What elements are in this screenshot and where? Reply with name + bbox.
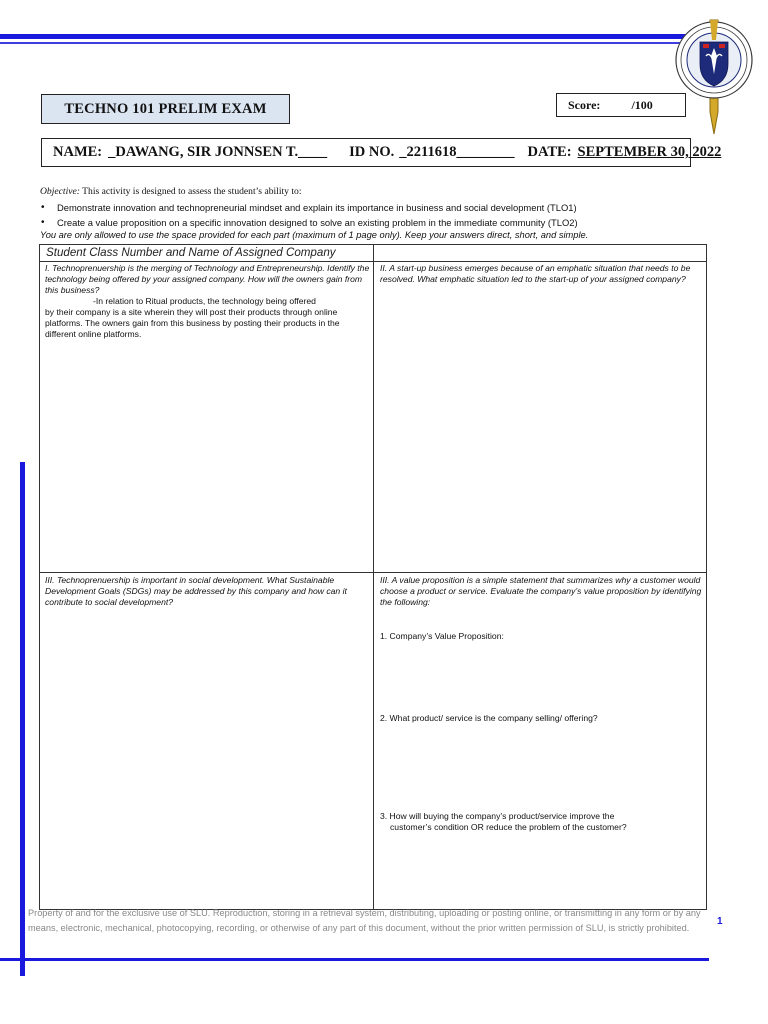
footer-line-1: Property of and for the exclusive use of SLU. Reproduction, storing in a retrieval system, distributing, uploading or posting online, or transmitting in any form or by any [28,908,701,918]
top-rule-thin [0,42,700,44]
student-info-box [41,138,722,167]
answer-1-rest: by their company is a site wherein they will post their products through online platforms. The owners gain from this business by posting their products in the different online platforms. [45,307,340,339]
cell-question-3[interactable] [45,575,371,608]
row-divider [40,572,706,573]
question-4-text: III. A value proposition is a simple statement that summarizes why a customer would choose a product or service. Evaluate the company’s value proposition by identifying the following: [380,575,702,607]
cell-question-4[interactable] [380,575,702,832]
name-value: _DAWANG, SIR JONNSEN T.____ [108,144,328,160]
left-margin-bar [20,462,25,976]
name-label: NAME: [53,144,103,160]
university-seal-icon [672,12,756,138]
exam-title-box [41,94,290,124]
customer-benefit-item [380,811,627,833]
row-divider [40,261,706,262]
question-2-text: II. A start-up business emerges because of an emphatic situation that needs to be resolved. What emphatic situation led to the start-up of your assigned company? [380,263,691,284]
score-value: /100 [631,97,653,112]
customer-benefit-line1: 3. How will buying the company’s product/service improve the [380,811,615,821]
objective-label: Objective: [40,186,80,197]
top-rule-thick [0,34,700,39]
objective-line [40,186,301,197]
score-label: Score: [568,97,601,112]
bottom-rule [0,958,709,961]
product-service-item: 2. What product/ service is the company selling/ offering? [380,713,598,723]
answer-1 [45,296,371,340]
date-value: SEPTEMBER 30, 2022 [577,144,722,160]
objective-text: This activity is designed to assess the student’s ability to: [79,186,302,197]
bullet-item: • Create a value proposition on a specific innovation designed to solve an existing problem in the immediate community (TLO2) [40,215,578,230]
column-divider [373,245,374,909]
question-3-text: III. Technoprenuership is important in social development. What Sustainable Development Goals (SDGs) may be addressed by this company and how can it contribute to social development? [45,575,347,607]
value-proposition-item: 1. Company’s Value Proposition: [380,631,504,641]
copyright-footer [28,906,712,936]
answer-table [39,244,707,910]
cell-question-2[interactable] [380,263,702,285]
customer-benefit-line2: customer’s condition OR reduce the problem of the customer? [390,822,627,832]
cell-question-1[interactable] [45,263,371,340]
date-label: DATE: [527,144,572,160]
table-header-left: Student Class Number and Name of Assigned Company [46,246,336,259]
score-box [556,93,686,117]
footer-line-2: means, electronic, mechanical, photocopying, recording, or otherwise of any part of this document, without the prior written permission of SLU, is strictly prohibited. [28,923,690,933]
exam-title: TECHNO 101 PRELIM EXAM [64,100,267,117]
question-1-text: I. Technoprenuership is the merging of Technology and Entrepreneurship. Identify the technology being offered by your assigned company. How will the owners gain from this business? [45,263,370,295]
objective-bullets [40,200,578,230]
id-label: ID NO. [349,144,395,160]
space-note: You are only allowed to use the space provided for each part (maximum of 1 page only). Keep your answers direct, short, and simple. [40,230,589,240]
page-number: 1 [717,916,723,927]
bullet-item: • Demonstrate innovation and technopreneurial mindset and explain its importance in business and social development (TLO1) [40,200,578,215]
answer-1-line1: -In relation to Ritual products, the technology being offered [93,296,316,306]
id-value: _2211618________ [399,144,515,160]
